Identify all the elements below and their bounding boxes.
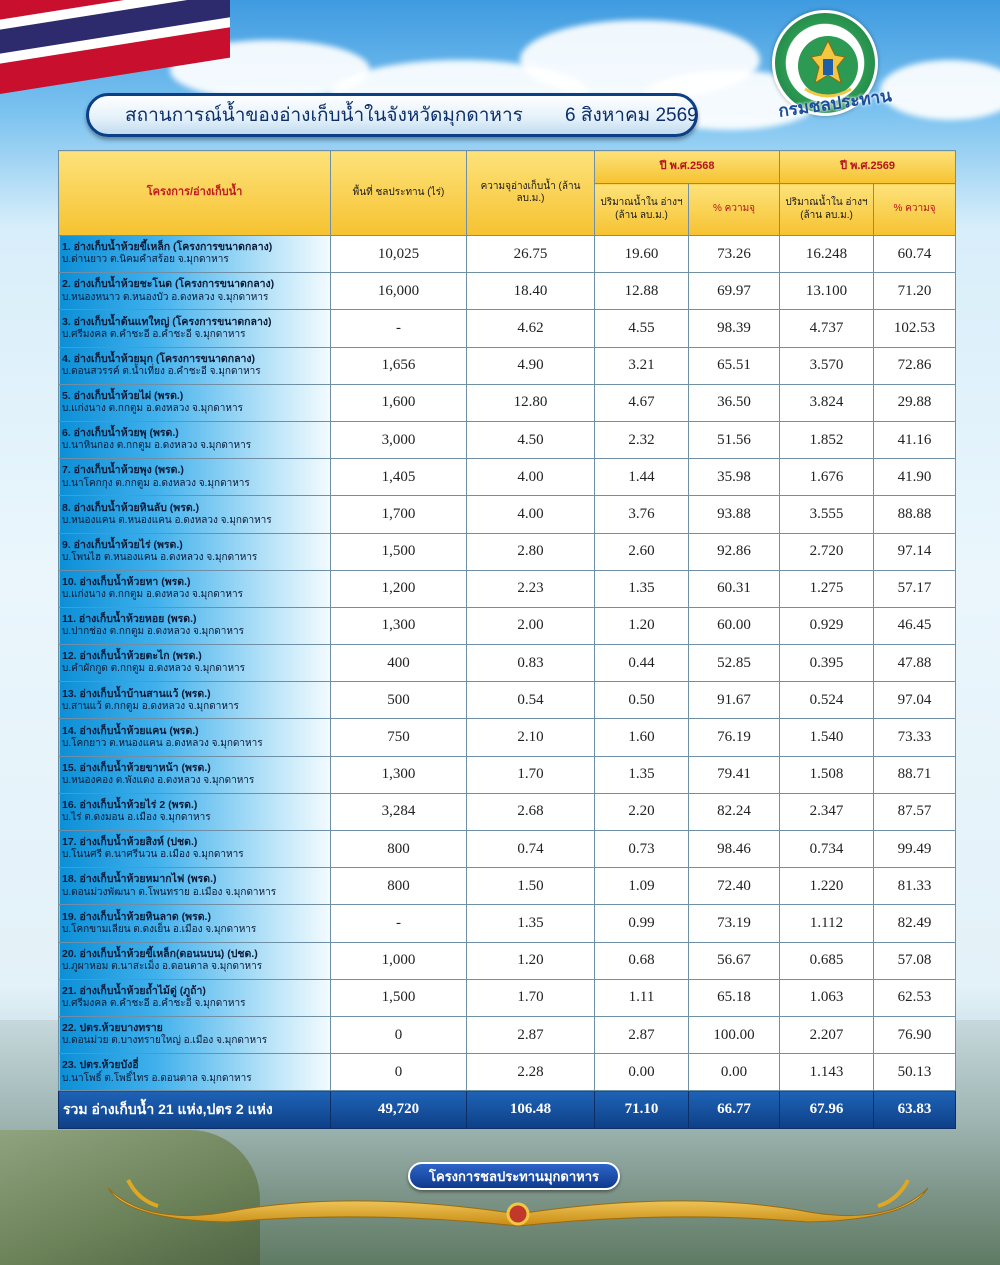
reservoir-location: บ.หนองคอง ต.พังแดง อ.ดงหลวง จ.มุกดาหาร: [62, 775, 255, 787]
reservoir-name-cell: [59, 1016, 331, 1053]
percent-2568-cell: 60.00: [689, 607, 780, 644]
reservoir-name-cell: [59, 719, 331, 756]
volume-2569-cell: 1.220: [780, 868, 874, 905]
total-area: 49,720: [331, 1091, 467, 1129]
volume-2568-cell: 4.67: [595, 384, 689, 421]
table-row: [59, 1016, 956, 1053]
percent-2569-cell: 57.17: [874, 570, 956, 607]
percent-2568-cell: 52.85: [689, 645, 780, 682]
reservoir-location: บ.ดอนม่วงพัฒนา ต.โพนทราย อ.เมือง จ.มุกดาหาร: [62, 886, 277, 898]
reservoir-name: 20. อ่างเก็บน้ำห้วยขี้เหล็ก(ดอนนบน) (ปชด.): [62, 947, 258, 960]
capacity-cell: 4.90: [467, 347, 595, 384]
header-year-2568: ปี พ.ศ.2568: [595, 151, 780, 184]
table-row: [59, 905, 956, 942]
reservoir-name-cell: [59, 533, 331, 570]
table-row: [59, 421, 956, 458]
capacity-cell: 2.10: [467, 719, 595, 756]
table-row: [59, 1054, 956, 1091]
capacity-cell: 4.50: [467, 421, 595, 458]
volume-2569-cell: 1.275: [780, 570, 874, 607]
capacity-cell: 18.40: [467, 273, 595, 310]
volume-2569-cell: 2.347: [780, 793, 874, 830]
irrigated-area-cell: 16,000: [331, 273, 467, 310]
capacity-cell: 2.28: [467, 1054, 595, 1091]
reservoir-location: บ.โพนไฮ ต.หนองแคน อ.ดงหลวง จ.มุกดาหาร: [62, 551, 258, 563]
reservoir-location: บ.ศรีมงคล ต.คำชะอี อ.คำชะอี จ.มุกดาหาร: [62, 328, 246, 340]
table-row: [59, 979, 956, 1016]
reservoir-name: 15. อ่างเก็บน้ำห้วยขาหน้า (พรด.): [62, 761, 211, 774]
volume-2569-cell: 0.395: [780, 645, 874, 682]
irrigated-area-cell: 0: [331, 1016, 467, 1053]
percent-2569-cell: 97.14: [874, 533, 956, 570]
capacity-cell: 2.23: [467, 570, 595, 607]
capacity-cell: 4.62: [467, 310, 595, 347]
volume-2569-cell: 0.734: [780, 831, 874, 868]
header-volume-2568: ปริมาณน้ำใน อ่างฯ (ล้าน ลบ.ม.): [595, 184, 689, 236]
volume-2569-cell: 0.524: [780, 682, 874, 719]
irrigated-area-cell: -: [331, 905, 467, 942]
table-row: [59, 719, 956, 756]
table-row: [59, 793, 956, 830]
volume-2569-cell: 13.100: [780, 273, 874, 310]
percent-2569-cell: 47.88: [874, 645, 956, 682]
reservoir-name: 13. อ่างเก็บน้ำบ้านสานแว้ (พรด.): [62, 687, 211, 700]
project-name-badge: [408, 1162, 620, 1190]
percent-2568-cell: 98.39: [689, 310, 780, 347]
volume-2569-cell: 3.555: [780, 496, 874, 533]
reservoir-name-cell: [59, 793, 331, 830]
capacity-cell: 1.35: [467, 905, 595, 942]
capacity-cell: 2.87: [467, 1016, 595, 1053]
table-row: [59, 682, 956, 719]
reservoir-name: 5. อ่างเก็บน้ำห้วยไผ่ (พรด.): [62, 390, 184, 403]
volume-2568-cell: 3.76: [595, 496, 689, 533]
irrigated-area-cell: 400: [331, 645, 467, 682]
volume-2568-cell: 1.35: [595, 570, 689, 607]
volume-2569-cell: 1.508: [780, 756, 874, 793]
volume-2569-cell: 2.720: [780, 533, 874, 570]
reservoir-name: 16. อ่างเก็บน้ำห้วยไร่ 2 (พรด.): [62, 799, 198, 812]
percent-2568-cell: 69.97: [689, 273, 780, 310]
volume-2569-cell: 0.929: [780, 607, 874, 644]
percent-2568-cell: 82.24: [689, 793, 780, 830]
total-volume-2569: 67.96: [780, 1091, 874, 1129]
percent-2568-cell: 36.50: [689, 384, 780, 421]
reservoir-name-cell: [59, 756, 331, 793]
reservoir-location: บ.ปากช่อง ต.กกตูม อ.ดงหลวง จ.มุกดาหาร: [62, 626, 244, 638]
table-row: [59, 868, 956, 905]
percent-2568-cell: 56.67: [689, 942, 780, 979]
total-volume-2568: 71.10: [595, 1091, 689, 1129]
header-percent-2569: % ความจุ: [874, 184, 956, 236]
capacity-cell: 1.50: [467, 868, 595, 905]
total-label: รวม อ่างเก็บน้ำ 21 แห่ง,ปตร 2 แห่ง: [59, 1091, 331, 1129]
reservoir-name: 19. อ่างเก็บน้ำห้วยหินลาด (พรด.): [62, 910, 211, 923]
percent-2569-cell: 50.13: [874, 1054, 956, 1091]
reservoir-name: 17. อ่างเก็บน้ำห้วยสิงห์ (ปชด.): [62, 836, 198, 849]
project-name-label: โครงการชลประทานมุกดาหาร: [429, 1168, 599, 1184]
volume-2568-cell: 1.60: [595, 719, 689, 756]
reservoir-name: 14. อ่างเก็บน้ำห้วยแคน (พรด.): [62, 724, 199, 737]
volume-2569-cell: 1.540: [780, 719, 874, 756]
volume-2568-cell: 0.68: [595, 942, 689, 979]
volume-2569-cell: 3.570: [780, 347, 874, 384]
reservoir-name-cell: [59, 942, 331, 979]
percent-2569-cell: 60.74: [874, 236, 956, 273]
reservoir-location: บ.ด่านยาว ต.นิคมคำสร้อย จ.มุกดาหาร: [62, 254, 229, 266]
percent-2569-cell: 29.88: [874, 384, 956, 421]
percent-2569-cell: 87.57: [874, 793, 956, 830]
percent-2569-cell: 97.04: [874, 682, 956, 719]
percent-2568-cell: 65.18: [689, 979, 780, 1016]
reservoir-name: 12. อ่างเก็บน้ำห้วยตะไก (พรด.): [62, 650, 202, 663]
volume-2569-cell: 1.676: [780, 459, 874, 496]
capacity-cell: 1.70: [467, 979, 595, 1016]
percent-2568-cell: 79.41: [689, 756, 780, 793]
irrigated-area-cell: -: [331, 310, 467, 347]
header-project: โครงการ/อ่างเก็บน้ำ: [59, 151, 331, 236]
percent-2569-cell: 88.88: [874, 496, 956, 533]
percent-2569-cell: 71.20: [874, 273, 956, 310]
percent-2568-cell: 0.00: [689, 1054, 780, 1091]
table-row: [59, 645, 956, 682]
percent-2569-cell: 76.90: [874, 1016, 956, 1053]
table-row: [59, 459, 956, 496]
total-row: [59, 1091, 956, 1129]
percent-2569-cell: 88.71: [874, 756, 956, 793]
total-percent-2569: 63.83: [874, 1091, 956, 1129]
percent-2568-cell: 65.51: [689, 347, 780, 384]
volume-2568-cell: 0.00: [595, 1054, 689, 1091]
page-title: สถานการณ์น้ำของอ่างเก็บน้ำในจังหวัดมุกดาหาร: [125, 105, 523, 126]
volume-2568-cell: 19.60: [595, 236, 689, 273]
reservoir-name: 22. ปตร.ห้วยบางทราย: [62, 1022, 163, 1035]
volume-2569-cell: 1.112: [780, 905, 874, 942]
reservoir-location: บ.หนองหนาว ต.หนองบัว อ.ดงหลวง จ.มุกดาหาร: [62, 291, 269, 303]
irrigated-area-cell: 1,300: [331, 607, 467, 644]
irrigated-area-cell: 800: [331, 868, 467, 905]
table-row: [59, 570, 956, 607]
reservoir-name-cell: [59, 273, 331, 310]
reservoir-location: บ.นาโคกกุง ต.กกตูม อ.ดงหลวง จ.มุกดาหาร: [62, 477, 250, 489]
percent-2569-cell: 41.90: [874, 459, 956, 496]
reservoir-name-cell: [59, 310, 331, 347]
reservoir-name: 9. อ่างเก็บน้ำห้วยไร่ (พรด.): [62, 538, 183, 551]
reservoir-location: บ.ไร่ ต.ดงมอน อ.เมือง จ.มุกดาหาร: [62, 812, 211, 824]
capacity-cell: 2.68: [467, 793, 595, 830]
reservoir-location: บ.โคกขามเลียน ต.ดงเย็น อ.เมือง จ.มุกดาหาร: [62, 923, 257, 935]
capacity-cell: 1.70: [467, 756, 595, 793]
reservoir-location: บ.หนองแคน ต.หนองแคน อ.ดงหลวง จ.มุกดาหาร: [62, 514, 272, 526]
reservoir-name-cell: [59, 1054, 331, 1091]
volume-2568-cell: 2.60: [595, 533, 689, 570]
reservoir-location: บ.สานแว้ ต.กกตูม อ.ดงหลวง จ.มุกดาหาร: [62, 700, 239, 712]
reservoir-location: บ.ศรีมงคล ต.คำชะอี อ.คำชะอี จ.มุกดาหาร: [62, 998, 246, 1010]
reservoir-name-cell: [59, 645, 331, 682]
reservoir-name-cell: [59, 868, 331, 905]
reservoir-name-cell: [59, 570, 331, 607]
percent-2568-cell: 92.86: [689, 533, 780, 570]
volume-2568-cell: 1.35: [595, 756, 689, 793]
reservoir-name: 4. อ่างเก็บน้ำห้วยมุก (โครงการขนาดกลาง): [62, 352, 256, 365]
irrigated-area-cell: 1,300: [331, 756, 467, 793]
irrigated-area-cell: 1,500: [331, 533, 467, 570]
volume-2568-cell: 1.44: [595, 459, 689, 496]
reservoir-name-cell: [59, 347, 331, 384]
volume-2568-cell: 0.50: [595, 682, 689, 719]
reservoir-name-cell: [59, 682, 331, 719]
reservoir-name-cell: [59, 607, 331, 644]
reservoir-location: บ.นาหินกอง ต.กกตูม อ.ดงหลวง จ.มุกดาหาร: [62, 440, 252, 452]
percent-2568-cell: 51.56: [689, 421, 780, 458]
capacity-cell: 0.74: [467, 831, 595, 868]
reservoir-name: 10. อ่างเก็บน้ำห้วยหา (พรด.): [62, 575, 191, 588]
volume-2568-cell: 1.09: [595, 868, 689, 905]
reservoir-name: 18. อ่างเก็บน้ำห้วยหมากไฟ (พรด.): [62, 873, 217, 886]
capacity-cell: 4.00: [467, 496, 595, 533]
reservoir-name-cell: [59, 831, 331, 868]
volume-2569-cell: 0.685: [780, 942, 874, 979]
reservoir-name-cell: [59, 421, 331, 458]
percent-2569-cell: 62.53: [874, 979, 956, 1016]
percent-2569-cell: 73.33: [874, 719, 956, 756]
page-title-banner: [86, 93, 698, 137]
capacity-cell: 2.00: [467, 607, 595, 644]
volume-2569-cell: 1.852: [780, 421, 874, 458]
percent-2568-cell: 72.40: [689, 868, 780, 905]
capacity-cell: 0.83: [467, 645, 595, 682]
percent-2568-cell: 73.26: [689, 236, 780, 273]
irrigated-area-cell: 1,500: [331, 979, 467, 1016]
header-irrigated-area: พื้นที่ ชลประทาน (ไร่): [331, 151, 467, 236]
header-capacity: ความจุอ่างเก็บน้ำ (ล้าน ลบ.ม.): [467, 151, 595, 236]
table-row: [59, 607, 956, 644]
reservoir-name: 23. ปตร.ห้วยบังอี่: [62, 1059, 139, 1072]
percent-2569-cell: 41.16: [874, 421, 956, 458]
volume-2569-cell: 16.248: [780, 236, 874, 273]
irrigated-area-cell: 750: [331, 719, 467, 756]
total-percent-2568: 66.77: [689, 1091, 780, 1129]
table-row: [59, 347, 956, 384]
percent-2568-cell: 91.67: [689, 682, 780, 719]
reservoir-name: 3. อ่างเก็บน้ำต้นแทใหญ่ (โครงการขนาดกลาง): [62, 315, 272, 328]
volume-2568-cell: 1.20: [595, 607, 689, 644]
reservoir-location: บ.ภูผาหอม ต.นาสะเม็ง อ.ดอนตาล จ.มุกดาหาร: [62, 960, 263, 972]
reservoir-name-cell: [59, 236, 331, 273]
capacity-cell: 0.54: [467, 682, 595, 719]
percent-2569-cell: 57.08: [874, 942, 956, 979]
department-logo-text: กรมชลประทาน: [777, 86, 893, 122]
percent-2568-cell: 76.19: [689, 719, 780, 756]
capacity-cell: 2.80: [467, 533, 595, 570]
reservoir-name: 8. อ่างเก็บน้ำห้วยหินลับ (พรด.): [62, 501, 200, 514]
percent-2568-cell: 60.31: [689, 570, 780, 607]
table-row: [59, 384, 956, 421]
table-row: [59, 273, 956, 310]
irrigated-area-cell: 1,700: [331, 496, 467, 533]
reservoir-location: บ.ดอนสวรรค์ ต.น้ำเที่ยง อ.คำชะอี จ.มุกดาหาร: [62, 365, 261, 377]
irrigated-area-cell: 0: [331, 1054, 467, 1091]
irrigated-area-cell: 800: [331, 831, 467, 868]
reservoir-table: [58, 150, 956, 1129]
irrigated-area-cell: 10,025: [331, 236, 467, 273]
percent-2569-cell: 46.45: [874, 607, 956, 644]
volume-2568-cell: 2.87: [595, 1016, 689, 1053]
reservoir-name-cell: [59, 459, 331, 496]
reservoir-name: 7. อ่างเก็บน้ำห้วยพุง (พรด.): [62, 464, 184, 477]
header-year-2569: ปี พ.ศ.2569: [780, 151, 956, 184]
table-body: [59, 236, 956, 1091]
table-row: [59, 236, 956, 273]
capacity-cell: 1.20: [467, 942, 595, 979]
volume-2569-cell: 3.824: [780, 384, 874, 421]
percent-2568-cell: 100.00: [689, 1016, 780, 1053]
report-date: 6 สิงหาคม 2569: [565, 105, 698, 126]
reservoir-name: 21. อ่างเก็บน้ำห้วยถ้ำไม้ดู่ (ภูถ้า): [62, 985, 206, 998]
table-row: [59, 310, 956, 347]
percent-2569-cell: 81.33: [874, 868, 956, 905]
header-volume-2569: ปริมาณน้ำใน อ่างฯ (ล้าน ลบ.ม.): [780, 184, 874, 236]
volume-2568-cell: 2.32: [595, 421, 689, 458]
table-row: [59, 942, 956, 979]
irrigated-area-cell: 500: [331, 682, 467, 719]
volume-2569-cell: 1.143: [780, 1054, 874, 1091]
volume-2568-cell: 3.21: [595, 347, 689, 384]
capacity-cell: 12.80: [467, 384, 595, 421]
thai-flag-decoration: [0, 0, 230, 95]
reservoir-name: 2. อ่างเก็บน้ำห้วยชะโนด (โครงการขนาดกลาง): [62, 278, 275, 291]
volume-2568-cell: 0.99: [595, 905, 689, 942]
percent-2569-cell: 102.53: [874, 310, 956, 347]
irrigated-area-cell: 1,656: [331, 347, 467, 384]
volume-2568-cell: 0.73: [595, 831, 689, 868]
percent-2568-cell: 98.46: [689, 831, 780, 868]
volume-2568-cell: 2.20: [595, 793, 689, 830]
volume-2569-cell: 1.063: [780, 979, 874, 1016]
irrigated-area-cell: 3,284: [331, 793, 467, 830]
total-capacity: 106.48: [467, 1091, 595, 1129]
percent-2569-cell: 82.49: [874, 905, 956, 942]
reservoir-location: บ.แก่งนาง ต.กกตูม อ.ดงหลวง จ.มุกดาหาร: [62, 589, 243, 601]
volume-2568-cell: 12.88: [595, 273, 689, 310]
percent-2569-cell: 72.86: [874, 347, 956, 384]
irrigated-area-cell: 3,000: [331, 421, 467, 458]
reservoir-name-cell: [59, 905, 331, 942]
volume-2568-cell: 1.11: [595, 979, 689, 1016]
capacity-cell: 4.00: [467, 459, 595, 496]
irrigated-area-cell: 1,000: [331, 942, 467, 979]
volume-2569-cell: 4.737: [780, 310, 874, 347]
reservoir-name-cell: [59, 384, 331, 421]
percent-2569-cell: 99.49: [874, 831, 956, 868]
percent-2568-cell: 93.88: [689, 496, 780, 533]
reservoir-location: บ.โนนศรี ต.นาศรีนวน อ.เมือง จ.มุกดาหาร: [62, 849, 244, 861]
reservoir-location: บ.โคกยาว ต.หนองแคน อ.ดงหลวง จ.มุกดาหาร: [62, 737, 263, 749]
irrigated-area-cell: 1,405: [331, 459, 467, 496]
table-row: [59, 756, 956, 793]
reservoir-name: 11. อ่างเก็บน้ำห้วยหอย (พรด.): [62, 613, 197, 626]
reservoir-location: บ.แก่งนาง ต.กกตูม อ.ดงหลวง จ.มุกดาหาร: [62, 403, 243, 415]
reservoir-location: บ.ดอนม่วย ต.บางทรายใหญ่ อ.เมือง จ.มุกดาหาร: [62, 1035, 268, 1047]
table-row: [59, 533, 956, 570]
capacity-cell: 26.75: [467, 236, 595, 273]
table-row: [59, 496, 956, 533]
volume-2568-cell: 4.55: [595, 310, 689, 347]
reservoir-location: บ.นาโพธิ์ ต.โพธิ์ไทร อ.ดอนตาล จ.มุกดาหาร: [62, 1072, 252, 1084]
header-percent-2568: % ความจุ: [689, 184, 780, 236]
percent-2568-cell: 35.98: [689, 459, 780, 496]
reservoir-name: 6. อ่างเก็บน้ำห้วยพุ (พรด.): [62, 427, 179, 440]
irrigated-area-cell: 1,600: [331, 384, 467, 421]
reservoir-name-cell: [59, 496, 331, 533]
reservoir-name-cell: [59, 979, 331, 1016]
volume-2569-cell: 2.207: [780, 1016, 874, 1053]
percent-2568-cell: 73.19: [689, 905, 780, 942]
reservoir-name: 1. อ่างเก็บน้ำห้วยขี้เหล็ก (โครงการขนาดกลาง): [62, 241, 273, 254]
irrigated-area-cell: 1,200: [331, 570, 467, 607]
volume-2568-cell: 0.44: [595, 645, 689, 682]
table-row: [59, 831, 956, 868]
reservoir-location: บ.คำผักกูด ต.กกตูม อ.ดงหลวง จ.มุกดาหาร: [62, 663, 246, 675]
